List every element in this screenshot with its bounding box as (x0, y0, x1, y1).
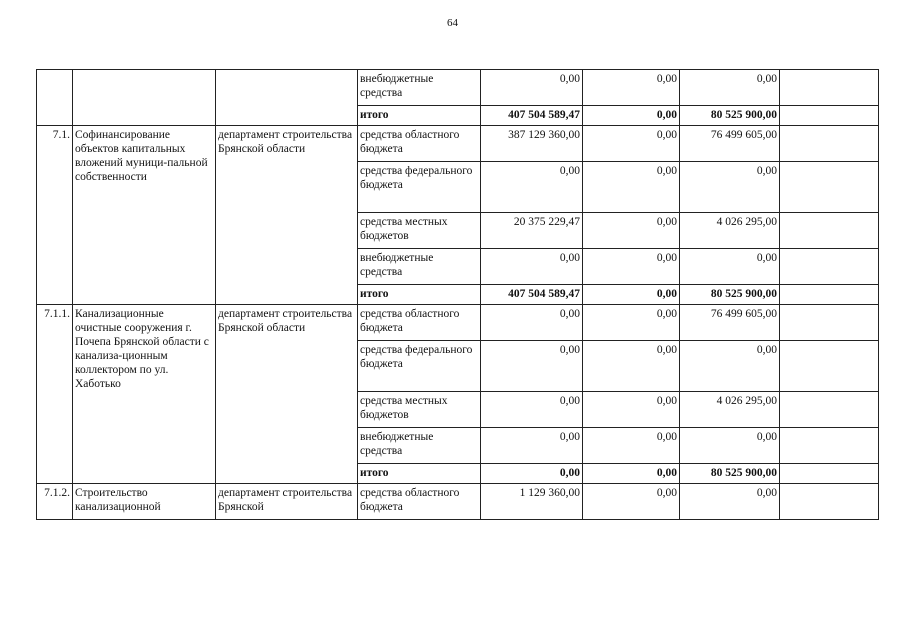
cell-value: 0,00 (481, 428, 583, 464)
cell-executor (216, 70, 358, 126)
cell-executor: департамент строительства Брянской области (216, 126, 358, 305)
cell-value: 80 525 900,00 (680, 285, 780, 305)
cell-source: средства областного бюджета (358, 484, 481, 520)
cell-source: итого (358, 464, 481, 484)
cell-value: 0,00 (481, 305, 583, 341)
cell-value: 0,00 (583, 126, 680, 162)
cell-empty (780, 341, 879, 392)
cell-value: 0,00 (583, 428, 680, 464)
cell-value: 0,00 (481, 249, 583, 285)
cell-value: 0,00 (583, 392, 680, 428)
cell-value: 0,00 (481, 162, 583, 213)
cell-value: 0,00 (583, 305, 680, 341)
cell-empty (780, 106, 879, 126)
cell-value: 0,00 (583, 464, 680, 484)
table-row (37, 484, 879, 520)
cell-value: 0,00 (680, 341, 780, 392)
cell-empty (780, 305, 879, 341)
cell-empty (780, 249, 879, 285)
cell-source: итого (358, 106, 481, 126)
cell-value: 0,00 (583, 341, 680, 392)
cell-value: 0,00 (583, 213, 680, 249)
table-row (37, 305, 879, 341)
cell-value: 4 026 295,00 (680, 392, 780, 428)
cell-value: 387 129 360,00 (481, 126, 583, 162)
cell-value: 4 026 295,00 (680, 213, 780, 249)
cell-source: средства местных бюджетов (358, 213, 481, 249)
cell-name (73, 70, 216, 126)
cell-name: Канализационные очистные сооружения г. Почепа Брянской области с канализа-ционным коллектором по ул. Хаботько (73, 305, 216, 484)
cell-empty (780, 126, 879, 162)
cell-empty (780, 70, 879, 106)
cell-source: средства местных бюджетов (358, 392, 481, 428)
cell-value: 0,00 (583, 106, 680, 126)
cell-value: 0,00 (481, 464, 583, 484)
cell-empty (780, 392, 879, 428)
cell-source: итого (358, 285, 481, 305)
cell-value: 0,00 (583, 484, 680, 520)
cell-value: 407 504 589,47 (481, 106, 583, 126)
cell-value: 0,00 (583, 70, 680, 106)
cell-no (37, 70, 73, 126)
cell-no: 7.1.1. (37, 305, 73, 484)
cell-name: Софинансирование объектов капитальных вложений муници-пальной собственности (73, 126, 216, 305)
cell-value: 76 499 605,00 (680, 305, 780, 341)
table-row (37, 70, 879, 106)
cell-value: 80 525 900,00 (680, 106, 780, 126)
page-number: 64 (447, 17, 458, 29)
cell-value: 80 525 900,00 (680, 464, 780, 484)
cell-empty (780, 285, 879, 305)
cell-value: 0,00 (680, 249, 780, 285)
cell-source: внебюджетные средства (358, 249, 481, 285)
cell-value: 0,00 (680, 162, 780, 213)
cell-empty (780, 162, 879, 213)
cell-value: 0,00 (680, 428, 780, 464)
budget-table (36, 69, 879, 520)
cell-value: 20 375 229,47 (481, 213, 583, 249)
cell-source: средства областного бюджета (358, 126, 481, 162)
cell-source: средства федерального бюджета (358, 162, 481, 213)
cell-name: Строительство канализационной (73, 484, 216, 520)
cell-value: 0,00 (481, 70, 583, 106)
cell-empty (780, 428, 879, 464)
cell-value: 407 504 589,47 (481, 285, 583, 305)
table-row (37, 126, 879, 162)
cell-value: 0,00 (680, 70, 780, 106)
cell-source: средства областного бюджета (358, 305, 481, 341)
cell-value: 0,00 (583, 249, 680, 285)
cell-source: средства федерального бюджета (358, 341, 481, 392)
cell-empty (780, 484, 879, 520)
cell-empty (780, 213, 879, 249)
cell-no: 7.1.2. (37, 484, 73, 520)
cell-value: 0,00 (583, 285, 680, 305)
cell-value: 0,00 (583, 162, 680, 213)
cell-value: 0,00 (481, 392, 583, 428)
cell-value: 1 129 360,00 (481, 484, 583, 520)
cell-source: внебюджетные средства (358, 70, 481, 106)
cell-value: 0,00 (481, 341, 583, 392)
cell-no: 7.1. (37, 126, 73, 305)
cell-source: внебюджетные средства (358, 428, 481, 464)
cell-value: 0,00 (680, 484, 780, 520)
cell-empty (780, 464, 879, 484)
cell-value: 76 499 605,00 (680, 126, 780, 162)
cell-executor: департамент строительства Брянской (216, 484, 358, 520)
cell-executor: департамент строительства Брянской области (216, 305, 358, 484)
